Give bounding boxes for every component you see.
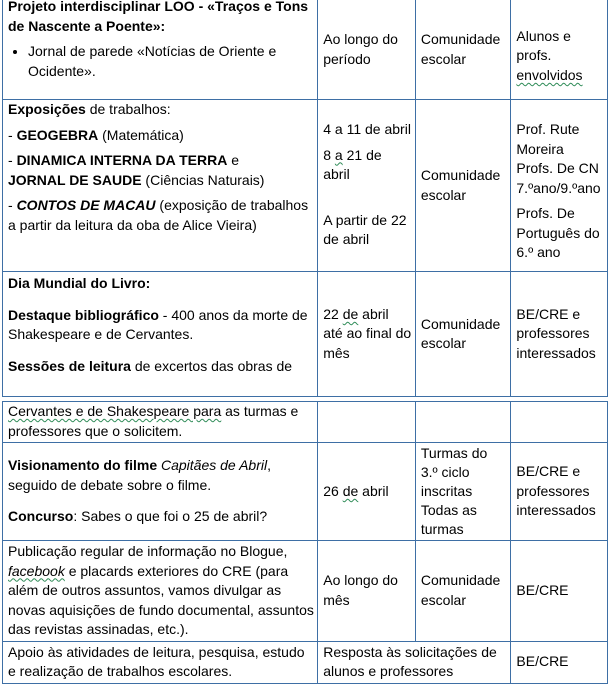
item-connector: e xyxy=(227,152,240,168)
exhibitions-title: Exposições xyxy=(8,101,86,117)
item-subject: (Ciências Naturais) xyxy=(141,171,265,188)
date-item: 8 a 21 de abril xyxy=(323,146,382,182)
table-row xyxy=(3,443,608,541)
date-cell: 26 de abril xyxy=(318,443,416,541)
film-item: Visionamento do filme Capitães de Abril, seguido de debate sobre o filme. xyxy=(8,457,271,493)
exhibitions-title-rest: de trabalhos: xyxy=(85,101,171,117)
date-item: 4 a 11 de abril xyxy=(323,121,411,137)
responsible-line: envolvidos xyxy=(516,66,583,83)
sessions-item: Sessões de leitura de excertos das obras de xyxy=(8,357,293,374)
exhibition-item xyxy=(8,126,314,146)
item-name: GEOGEBRA xyxy=(16,126,99,143)
item-prefix: - xyxy=(8,197,17,213)
activities-table-part-2 xyxy=(2,401,608,684)
responsible-cell: BE/CRE e professores interessados xyxy=(511,443,608,541)
table-row xyxy=(3,402,608,443)
response-cell: Resposta às solicitações de alunos e professores xyxy=(318,641,511,683)
contest-item: Concurso: Sabes o que foi o 25 de abril? xyxy=(8,508,268,525)
activities-table-part-1 xyxy=(2,0,608,397)
empty-cell xyxy=(511,402,608,443)
item-description: (exposição de trabalhos a partir da leitura da oba de Alice Vieira) xyxy=(8,197,309,233)
activity-cell xyxy=(3,272,318,397)
item-prefix: - xyxy=(8,126,17,143)
period-cell: Ao longo do mês xyxy=(318,541,416,642)
responsible-cell: BE/CRE e professores interessados xyxy=(511,272,608,397)
audience-cell: Comunidade escolar xyxy=(415,272,511,397)
audience-cell: Turmas do 3.º ciclo inscritas Todas as turmas xyxy=(415,443,511,541)
activity-cell xyxy=(3,100,318,272)
activity-cell xyxy=(3,443,318,541)
period-cell: 22 de abril até ao final do mês xyxy=(318,272,416,397)
list-item: • Jornal de parede «Notícias de Oriente e Ocidente». xyxy=(28,42,314,81)
responsible-cell xyxy=(511,100,608,272)
responsible-line: Prof. Rute Moreira Profs. De CN 7.ºano/9.ºano xyxy=(516,121,601,196)
activity-cell xyxy=(3,0,318,100)
responsible-cell: BE/CRE xyxy=(511,541,608,642)
activity-cell: Apoio às atividades de leitura, pesquisa, estudo e realização de trabalhos escolares. xyxy=(3,641,318,683)
responsible-line: Alunos e profs. xyxy=(516,27,571,64)
table-row xyxy=(3,541,608,642)
exhibition-item xyxy=(8,151,314,190)
item-name: CONTOS DE MACAU xyxy=(16,197,156,213)
item-name: DINAMICA INTERNA DA TERRA xyxy=(16,152,228,168)
project-title: Projeto interdisciplinar LOO - «Traços e Tons de Nascente a Poente»: xyxy=(8,0,309,34)
period-cell: Ao longo do período xyxy=(318,0,416,100)
activity-cell: Publicação regular de informação no Blogue, facebook e placards exteriores do CRE (para além de outros assuntos, vamos divulgar as novas aquisições de fundo documental, assuntos das revistas assinadas, etc.). xyxy=(3,541,318,642)
table-row xyxy=(3,272,608,397)
bullet-list xyxy=(8,42,314,81)
item-prefix: - xyxy=(8,152,17,168)
responsible-cell xyxy=(511,0,608,100)
dates-cell xyxy=(318,100,416,272)
table-row xyxy=(3,641,608,683)
date-item: A partir de 22 de abril xyxy=(323,211,407,247)
responsible-line: Profs. De Português do 6.º ano xyxy=(516,205,600,260)
highlight-item: Destaque bibliográfico - 400 anos da morte de Shakespeare e de Cervantes. xyxy=(8,306,308,342)
book-day-title: Dia Mundial do Livro: xyxy=(8,275,151,291)
audience-cell: Comunidade escolar xyxy=(415,100,511,272)
table-row xyxy=(3,100,608,272)
table-row xyxy=(3,0,608,100)
empty-cell xyxy=(415,402,511,443)
exhibition-item xyxy=(8,196,314,235)
item-subject: (Matemática) xyxy=(98,126,184,143)
audience-cell: Comunidade escolar xyxy=(415,0,511,100)
empty-cell xyxy=(318,402,416,443)
responsible-cell: BE/CRE xyxy=(511,641,608,683)
activity-cell: Cervantes e de Shakespeare para as turmas e professores que o solicitem. xyxy=(3,402,318,443)
audience-cell: Comunidade escolar xyxy=(415,541,511,642)
item-name: JORNAL DE SAUDE xyxy=(8,171,142,188)
